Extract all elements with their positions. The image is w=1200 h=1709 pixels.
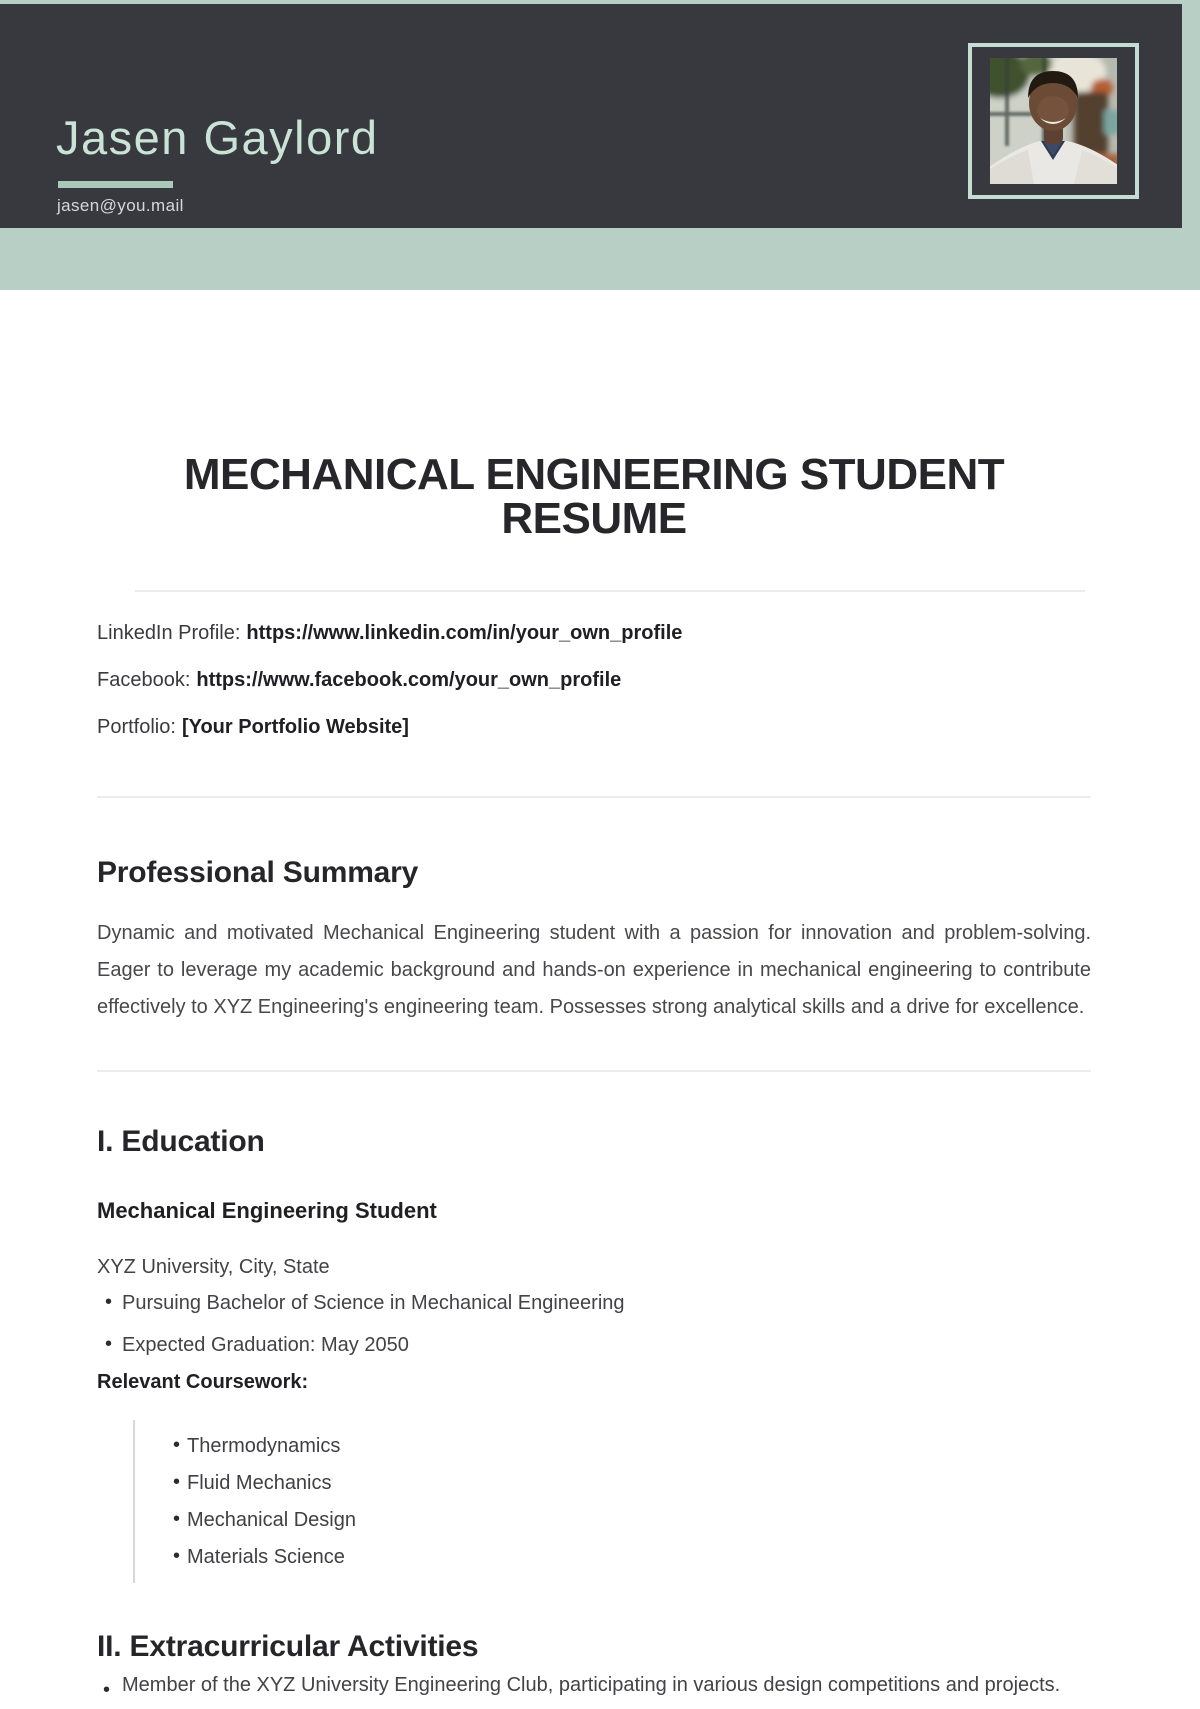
person-name: Jasen Gaylord [56,111,379,164]
section-heading-extracurricular: II. Extracurricular Activities [97,1630,479,1663]
education-bullet: • Pursuing Bachelor of Science in Mechanical Engineering [97,1291,1091,1315]
portfolio-label: Portfolio: [97,716,176,738]
education-bullet-list [97,1291,1091,1357]
education-degree-title: Mechanical Engineering Student [97,1198,437,1223]
education-school: XYZ University, City, State [97,1256,330,1278]
contact-row-facebook [97,668,1091,692]
coursework-list [135,1434,1091,1569]
education-bullet: • Expected Graduation: May 2050 [97,1333,1091,1357]
contact-links [97,621,1091,739]
document-body [0,450,1200,1704]
section-heading-education: I. Education [97,1125,265,1158]
portfolio-placeholder: [Your Portfolio Website] [181,716,409,738]
contact-row-portfolio [97,715,1091,739]
document-title: MECHANICAL ENGINEERING STUDENT RESUME [183,450,1005,543]
linkedin-label: LinkedIn Profile: [97,622,241,644]
summary-paragraph: Dynamic and motivated Mechanical Engineering student with a passion for innovation and problem-solving. Eager to leverage my academic background and hands-on experience in mechanical engineering to contribute effectively to XYZ Engineering's engineering team. Possesses strong analytical skills and a drive for excellence. [97,922,1091,1018]
coursework-item: • Mechanical Design [135,1508,1091,1532]
profile-photo [990,58,1117,184]
divider [97,796,1091,798]
divider [97,1070,1091,1072]
divider [135,590,1085,592]
facebook-label: Facebook: [97,669,191,691]
profile-photo-illustration [990,58,1117,184]
extracurricular-bullet-list [97,1667,1091,1704]
coursework-item: • Thermodynamics [135,1434,1091,1458]
contact-row-linkedin [97,621,1091,645]
profile-photo-frame [968,43,1139,199]
header-banner [0,0,1200,290]
facebook-url: https://www.facebook.com/your_own_profile [196,669,622,691]
section-heading-summary: Professional Summary [97,856,419,889]
coursework-label: Relevant Coursework: [97,1371,309,1393]
name-underline [58,181,173,188]
header-dark-panel [0,4,1182,228]
coursework-item: • Materials Science [135,1545,1091,1569]
email-text: jasen@you.mail [57,196,184,215]
coursework-item: • Fluid Mechanics [135,1471,1091,1495]
coursework-block [133,1420,1091,1583]
extracurricular-bullet: • Member of the XYZ University Engineering Club, participating in various design competitions and projects. [97,1667,1091,1704]
linkedin-url: https://www.linkedin.com/in/your_own_profile [246,622,683,644]
